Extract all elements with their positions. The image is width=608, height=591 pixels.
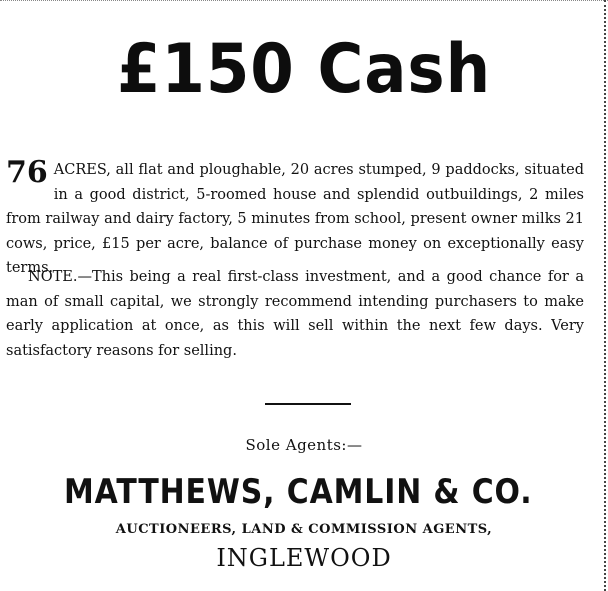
property-description: [6, 155, 584, 281]
headline: £150 Cash: [116, 30, 492, 109]
divider-rule: [265, 403, 351, 405]
property-description-text: ACRES, all flat and ploughable, 20 acres stumped, 9 paddocks, situated in a good district, 5-roomed house and splendid outbuildings, 2 miles from railway and dairy factory, 5 minutes from school, present owner milks 21 cows, price, £15 per acre, balance of purchase money on exceptionally easy terms.: [6, 162, 584, 276]
sole-agents-label: Sole Agents:—: [245, 436, 363, 454]
top-border: [0, 0, 608, 4]
firm-name: MATTHEWS, CAMLIN & CO.: [64, 472, 533, 512]
note-paragraph: NOTE.—This being a real first-class investment, and a good chance for a man of small capital, we strongly recommend intending purchasers to make early application at once, as this will sell within the next few days. Very satisfactory reasons for selling.: [6, 269, 584, 359]
town-name: INGLEWOOD: [216, 544, 392, 572]
firm-description: AUCTIONEERS, LAND & COMMISSION AGENTS,: [115, 522, 493, 537]
acreage-number: 76: [6, 155, 48, 190]
right-column-border: [602, 0, 606, 591]
